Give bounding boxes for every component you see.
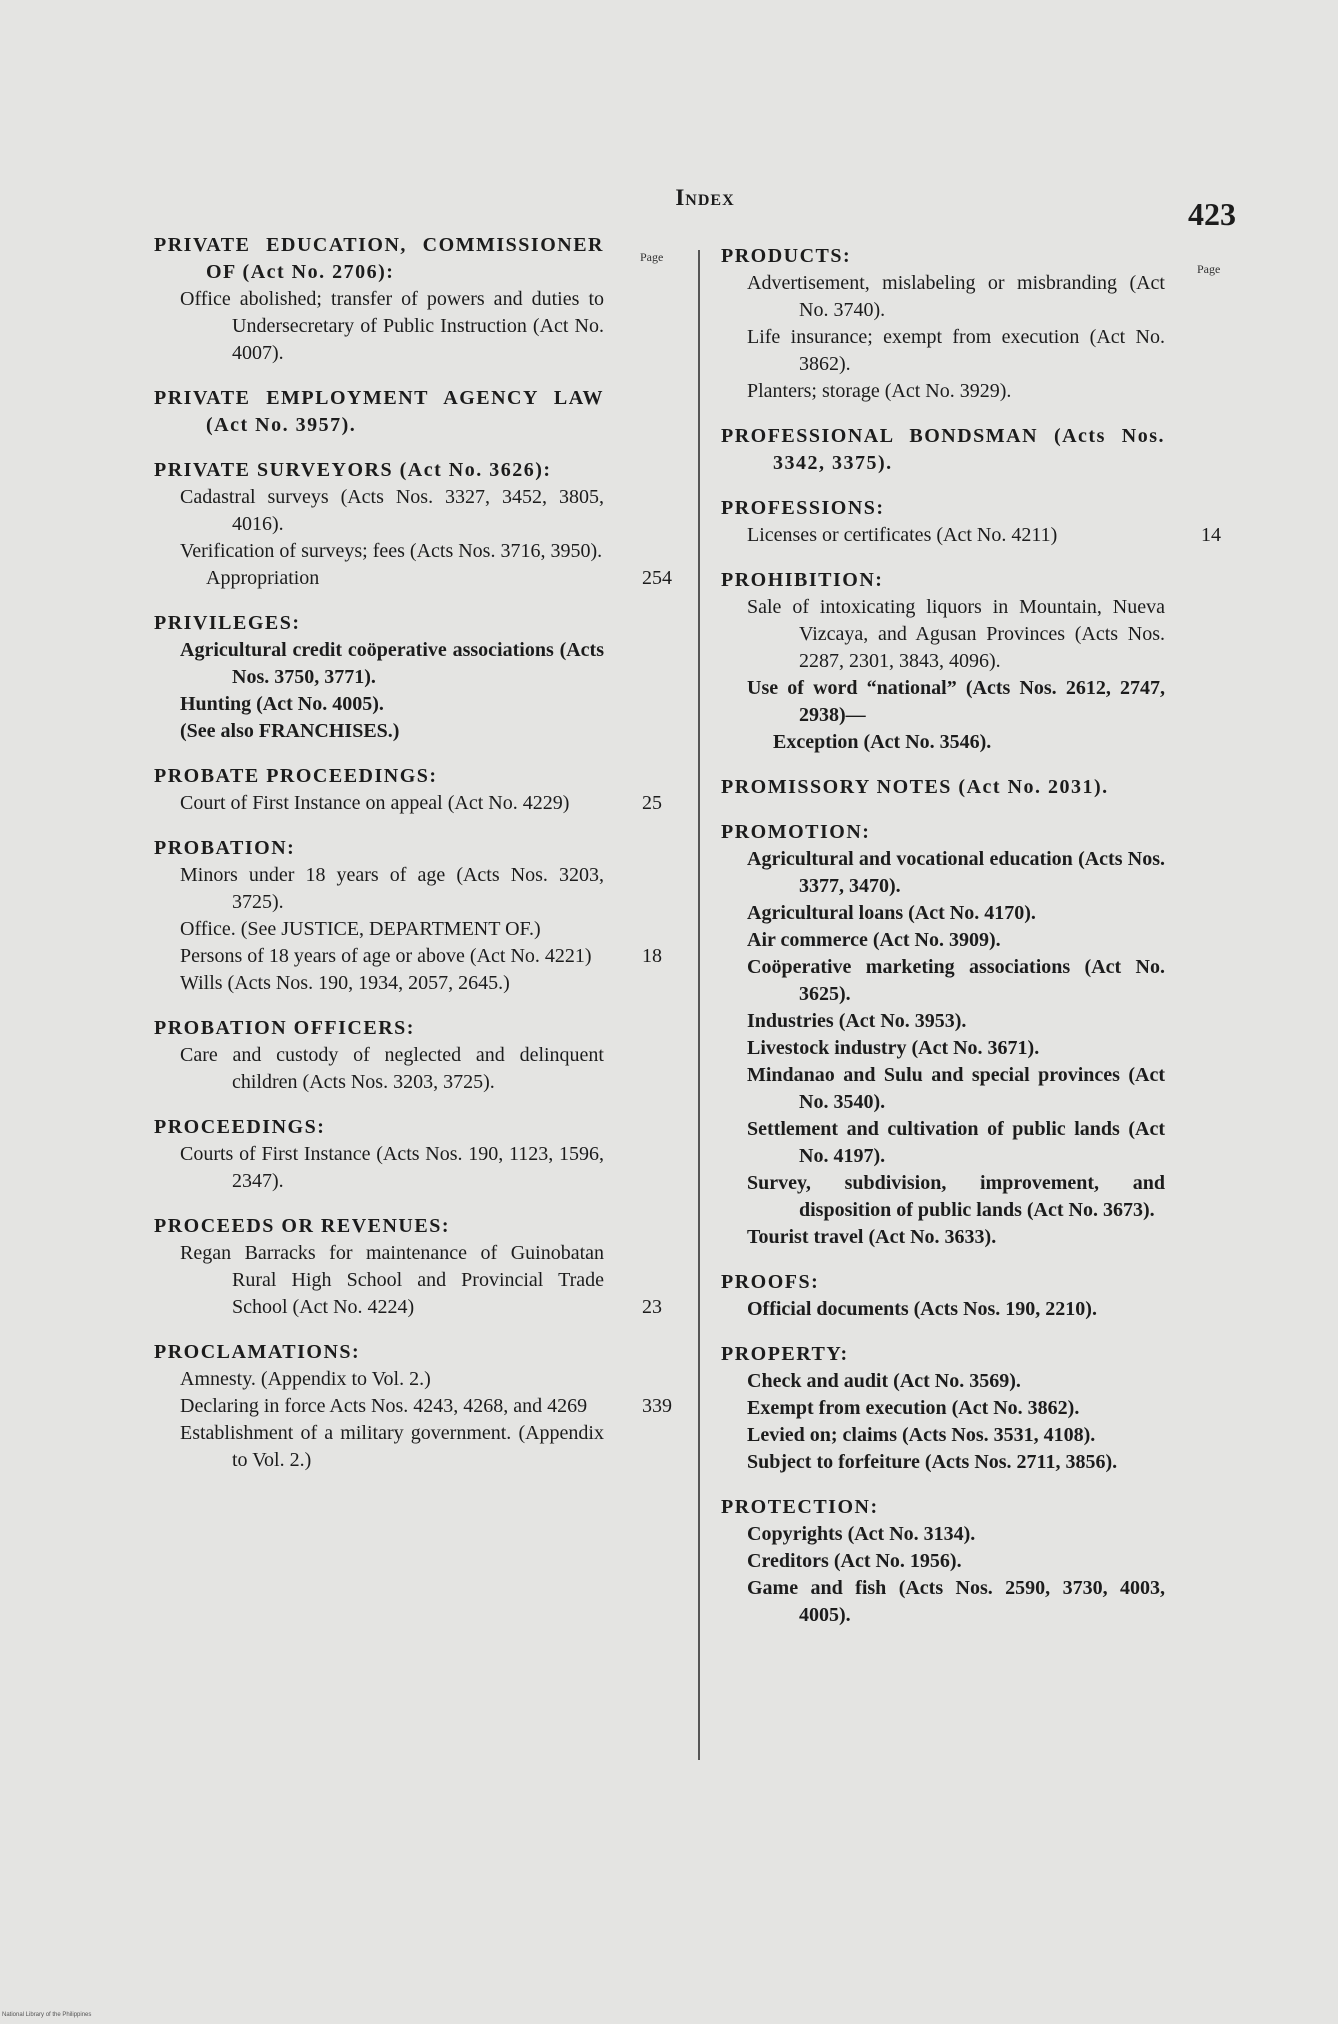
subitem-text: Life insurance; exempt from execution (Act No. 3862). xyxy=(747,326,1165,375)
subitem-text: Regan Barracks for maintenance of Guinobatan Rural High School and Provincial Trade School (Act No. 4224) xyxy=(180,1242,604,1318)
entry-subitem xyxy=(721,1116,1165,1170)
index-entry xyxy=(154,1213,662,1321)
subitem-text: Cadastral surveys (Acts Nos. 3327, 3452, 3805, 4016). xyxy=(180,486,604,535)
entry-heading: PROCLAMATIONS: xyxy=(154,1341,361,1363)
page-header-title: Index xyxy=(675,185,735,210)
index-entry xyxy=(154,457,672,592)
entry-subitem xyxy=(154,1393,672,1420)
index-entry xyxy=(721,774,1165,801)
entry-subitem xyxy=(721,1395,1165,1422)
entry-subitem xyxy=(154,286,604,367)
subitem-text: Agricultural loans (Act No. 4170). xyxy=(747,902,1036,924)
index-entry xyxy=(154,232,604,367)
entry-subitem xyxy=(154,943,662,970)
entry-heading: PROOFS: xyxy=(721,1271,820,1293)
subitem-text: Livestock industry (Act No. 3671). xyxy=(747,1037,1040,1059)
entry-subitem xyxy=(154,1240,662,1321)
index-entry xyxy=(154,385,604,439)
subitem-text: Sale of intoxicating liquors in Mountain, Nueva Vizcaya, and Agusan Provinces (Acts Nos. 2287, 2301, 3843, 4096). xyxy=(747,596,1165,672)
subitem-text: Wills (Acts Nos. 190, 1934, 2057, 2645.) xyxy=(180,972,510,994)
index-entry xyxy=(154,763,662,817)
page-number: 423 xyxy=(1188,196,1236,232)
entry-subitem xyxy=(721,378,1165,405)
entry-subitem xyxy=(721,1008,1165,1035)
entry-heading: PROCEEDS OR REVENUES: xyxy=(154,1215,450,1237)
entry-subitem xyxy=(721,1224,1165,1251)
subitem-text: Creditors (Act No. 1956). xyxy=(747,1550,962,1572)
right-page-column-label: Page xyxy=(1197,262,1221,276)
subitem-text: Hunting (Act No. 4005). xyxy=(180,693,384,715)
entry-subitem xyxy=(154,1366,604,1393)
subitem-text: Copyrights (Act No. 3134). xyxy=(747,1523,976,1545)
entry-subitem xyxy=(721,1548,1165,1575)
entry-subitem xyxy=(154,538,604,565)
subitem-text: Tourist travel (Act No. 3633). xyxy=(747,1226,997,1248)
entry-heading: PRIVATE EMPLOYMENT AGENCY LAW (Act No. 3957). xyxy=(154,387,604,436)
subitem-text: Check and audit (Act No. 3569). xyxy=(747,1370,1021,1392)
entry-subitem xyxy=(721,270,1165,324)
entry-heading: PROBATION: xyxy=(154,837,296,859)
entry-heading: PROHIBITION: xyxy=(721,569,884,591)
subitem-text: Establishment of a military government. (Appendix to Vol. 2.) xyxy=(180,1422,604,1471)
entry-subitem xyxy=(721,1575,1165,1629)
left-page-column-label: Page xyxy=(640,250,664,264)
subitem-text: Coöperative marketing associations (Act No. 3625). xyxy=(747,956,1165,1005)
entry-subitem xyxy=(721,1422,1165,1449)
entry-subitem xyxy=(721,1368,1165,1395)
entry-subitem xyxy=(721,927,1165,954)
page-reference: 23 xyxy=(642,1296,662,1318)
subitem-text: Levied on; claims (Acts Nos. 3531, 4108). xyxy=(747,1424,1096,1446)
entry-heading: PRIVATE SURVEYORS (Act No. 3626): xyxy=(154,459,552,481)
entry-heading: PROBATION OFFICERS: xyxy=(154,1017,415,1039)
entry-subitem xyxy=(154,718,604,745)
entry-heading: PROFESSIONS: xyxy=(721,497,885,519)
page-reference: 339 xyxy=(642,1395,672,1417)
subitem-text: Survey, subdivision, improvement, and disposition of public lands (Act No. 3673). xyxy=(747,1172,1165,1221)
subitem-text: Use of word “national” (Acts Nos. 2612, 2747, 2938)— xyxy=(747,677,1165,726)
subitem-text: Air commerce (Act No. 3909). xyxy=(747,929,1001,951)
subitem-text: Agricultural credit coöperative associations (Acts Nos. 3750, 3771). xyxy=(180,639,604,688)
subitem-text: Persons of 18 years of age or above (Act No. 4221) xyxy=(180,945,592,967)
index-entry xyxy=(154,1015,604,1096)
page-reference: 18 xyxy=(642,945,662,967)
subitem-text: (See also FRANCHISES.) xyxy=(180,720,400,742)
entry-subitem xyxy=(154,1042,604,1096)
subitem-text: Exempt from execution (Act No. 3862). xyxy=(747,1397,1080,1419)
subitem-text: Subject to forfeiture (Acts Nos. 2711, 3856). xyxy=(747,1451,1118,1473)
subitem-text: Appropriation xyxy=(206,567,320,589)
subitem-text: Advertisement, mislabeling or misbranding (Act No. 3740). xyxy=(747,272,1165,321)
index-entry xyxy=(154,835,662,997)
index-entry xyxy=(721,1269,1165,1323)
entry-subitem xyxy=(154,565,672,592)
entry-subitem xyxy=(154,484,604,538)
entry-subitem xyxy=(721,1062,1165,1116)
subitem-text: Exception (Act No. 3546). xyxy=(773,731,992,753)
subitem-text: Office abolished; transfer of powers and duties to Undersecretary of Public Instruction (Act No. 4007). xyxy=(180,288,604,364)
subitem-text: Industries (Act No. 3953). xyxy=(747,1010,967,1032)
subitem-text: Court of First Instance on appeal (Act No. 4229) xyxy=(180,792,570,814)
subitem-text: Office. (See JUSTICE, DEPARTMENT OF.) xyxy=(180,918,541,940)
index-entry xyxy=(154,1339,672,1474)
entry-subitem xyxy=(721,846,1165,900)
entry-heading: PROMISSORY NOTES (Act No. 2031). xyxy=(721,776,1109,798)
entry-heading: PRODUCTS: xyxy=(721,245,852,267)
entry-subitem xyxy=(154,691,604,718)
entry-subitem xyxy=(721,1521,1165,1548)
entry-subitem xyxy=(721,954,1165,1008)
entry-heading: PROBATE PROCEEDINGS: xyxy=(154,765,438,787)
index-entry xyxy=(721,243,1165,405)
subitem-text: Care and custody of neglected and delinquent children (Acts Nos. 3203, 3725). xyxy=(180,1044,604,1093)
entry-subitem xyxy=(154,1141,604,1195)
entry-subitem xyxy=(721,729,1165,756)
index-entry xyxy=(154,1114,604,1195)
entry-subitem xyxy=(154,1420,604,1474)
entry-subitem xyxy=(721,522,1221,549)
subitem-text: Settlement and cultivation of public lands (Act No. 4197). xyxy=(747,1118,1165,1167)
entry-heading: PROCEEDINGS: xyxy=(154,1116,326,1138)
footer-attribution: National Library of the Philippines xyxy=(2,2012,92,2018)
index-entry xyxy=(721,1341,1165,1476)
subitem-text: Official documents (Acts Nos. 190, 2210). xyxy=(747,1298,1097,1320)
subitem-text: Agricultural and vocational education (Acts Nos. 3377, 3470). xyxy=(747,848,1165,897)
subitem-text: Game and fish (Acts Nos. 2590, 3730, 4003, 4005). xyxy=(747,1577,1165,1626)
subitem-text: Mindanao and Sulu and special provinces (Act No. 3540). xyxy=(747,1064,1165,1113)
entry-subitem xyxy=(721,1035,1165,1062)
entry-heading: PROFESSIONAL BONDSMAN (Acts Nos. 3342, 3375). xyxy=(721,425,1165,474)
entry-heading: PROMOTION: xyxy=(721,821,871,843)
entry-subitem xyxy=(721,900,1165,927)
page-reference: 254 xyxy=(642,567,672,589)
subitem-text: Declaring in force Acts Nos. 4243, 4268, and 4269 xyxy=(180,1395,588,1417)
index-entry xyxy=(721,1494,1165,1629)
entry-heading: PRIVILEGES: xyxy=(154,612,301,634)
entry-subitem xyxy=(154,862,604,916)
page-reference: 25 xyxy=(642,792,662,814)
subitem-text: Minors under 18 years of age (Acts Nos. 3203, 3725). xyxy=(180,864,604,913)
entry-subitem xyxy=(154,970,604,997)
subitem-text: Licenses or certificates (Act No. 4211) xyxy=(747,524,1058,546)
entry-subitem xyxy=(721,1296,1165,1323)
subitem-text: Verification of surveys; fees (Acts Nos. 3716, 3950). xyxy=(180,540,603,562)
entry-subitem xyxy=(721,1170,1165,1224)
subitem-text: Courts of First Instance (Acts Nos. 190, 1123, 1596, 2347). xyxy=(180,1143,604,1192)
entry-subitem xyxy=(154,916,604,943)
entry-subitem xyxy=(154,790,662,817)
entry-subitem xyxy=(154,637,604,691)
index-entry xyxy=(154,610,604,745)
subitem-text: Planters; storage (Act No. 3929). xyxy=(747,380,1012,402)
entry-subitem xyxy=(721,594,1165,675)
index-entry xyxy=(721,567,1165,756)
entry-heading: PROPERTY: xyxy=(721,1343,849,1365)
entry-heading: PRIVATE EDUCATION, COMMISSIONER OF (Act No. 2706): xyxy=(154,234,604,283)
entry-subitem xyxy=(721,1449,1165,1476)
entry-heading: PROTECTION: xyxy=(721,1496,879,1518)
subitem-text: Amnesty. (Appendix to Vol. 2.) xyxy=(180,1368,431,1390)
entry-subitem xyxy=(721,324,1165,378)
column-divider xyxy=(698,250,700,1760)
index-entry xyxy=(721,819,1165,1251)
page-reference: 14 xyxy=(1201,524,1221,546)
entry-subitem xyxy=(721,675,1165,729)
index-entry xyxy=(721,495,1221,549)
index-entry xyxy=(721,423,1165,477)
